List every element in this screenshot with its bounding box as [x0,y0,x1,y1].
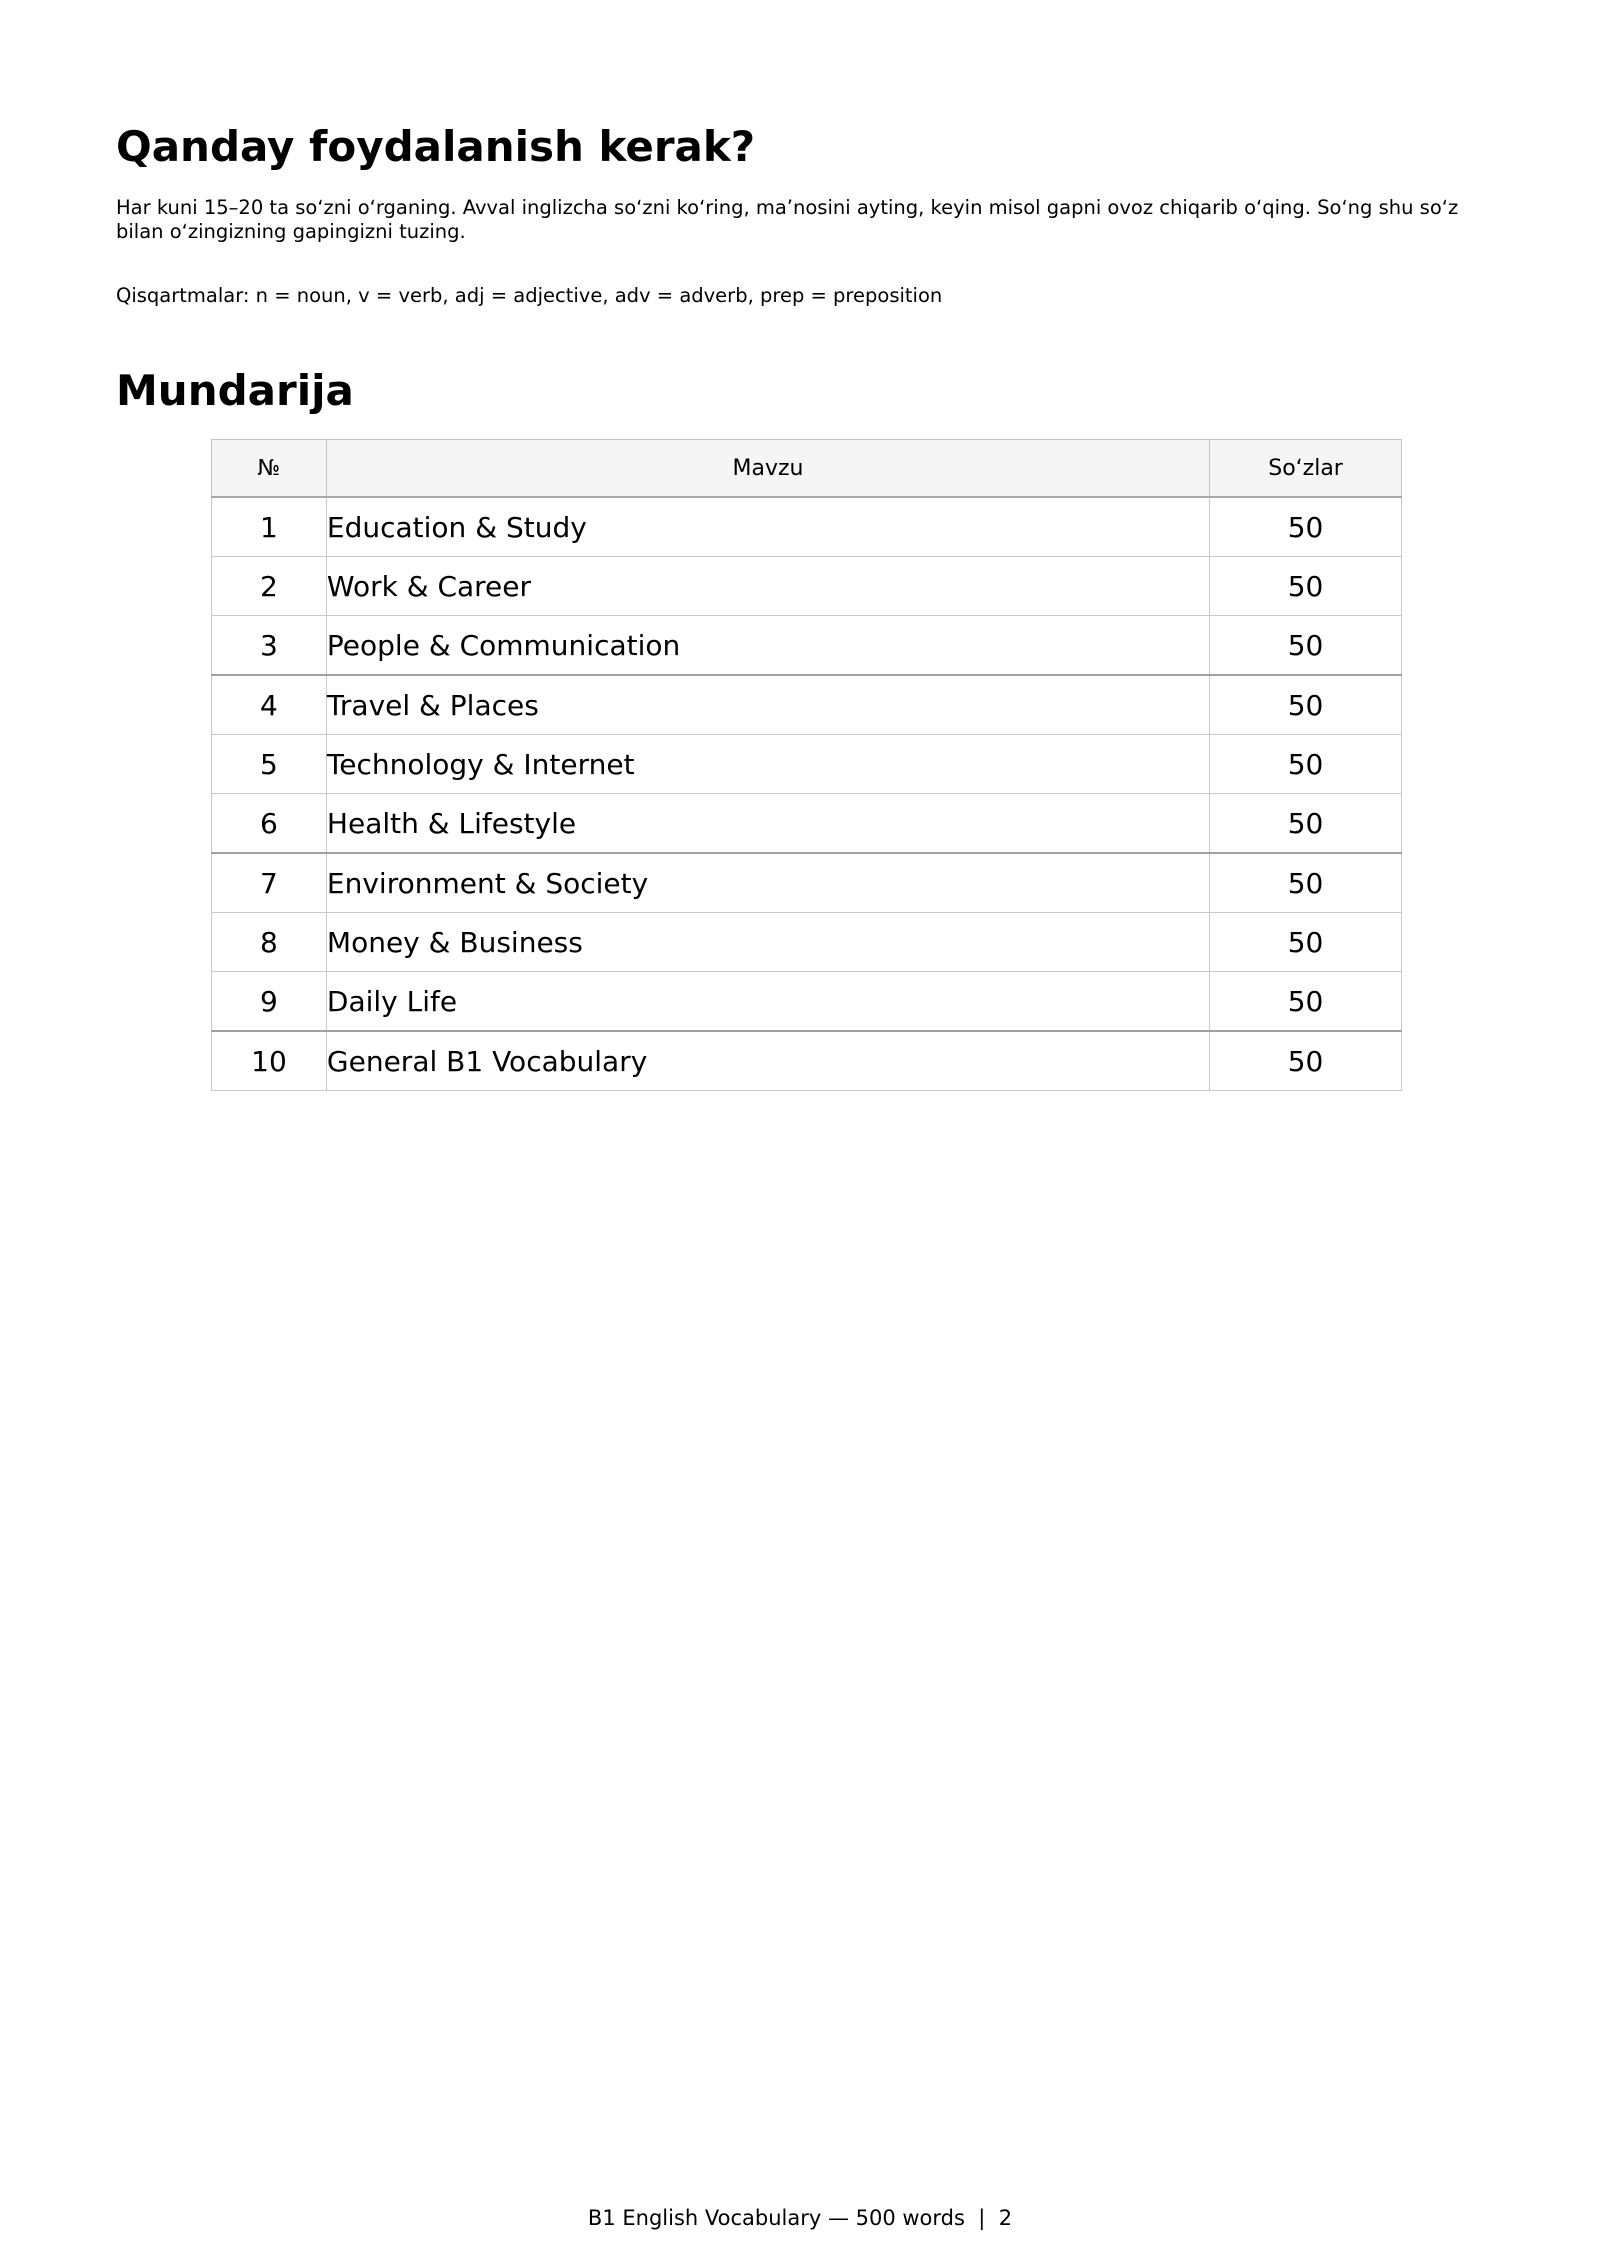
row-number: 6 [212,794,327,854]
table-row [212,735,1402,794]
table-row [212,497,1402,557]
row-word-count: 50 [1210,913,1402,972]
row-topic: People & Communication [326,616,1209,676]
row-number: 2 [212,557,327,616]
usage-intro-paragraph: Har kuni 15–20 ta soʻzni oʻrganing. Avval inglizcha soʻzni koʻring, maʼnosini ayting, keyin misol gapni ovoz chiqarib oʻqing. Soʻng shu soʻz bilan oʻzingizning gapingizni tuzing. [116,196,1459,243]
toc-table [211,439,1402,1091]
table-row [212,616,1402,676]
page-footer: B1 English Vocabulary — 500 words | 2 [587,2206,1013,2230]
row-word-count: 50 [1210,735,1402,794]
table-row [212,972,1402,1032]
row-topic: Health & Lifestyle [326,794,1209,854]
row-word-count: 50 [1210,972,1402,1032]
row-topic: Environment & Society [326,853,1209,913]
table-row [212,675,1402,735]
row-topic: Work & Career [326,557,1209,616]
row-word-count: 50 [1210,675,1402,735]
abbreviations-paragraph: Qisqartmalar: n = noun, v = verb, adj = adjective, adv = adverb, prep = preposition [116,284,943,307]
table-row [212,1031,1402,1091]
row-word-count: 50 [1210,557,1402,616]
row-topic: Education & Study [326,497,1209,557]
row-word-count: 50 [1210,497,1402,557]
header-word-count: Soʻzlar [1210,440,1402,498]
row-word-count: 50 [1210,616,1402,676]
row-topic: General B1 Vocabulary [326,1031,1209,1091]
table-row [212,853,1402,913]
row-number: 10 [212,1031,327,1091]
table-row [212,557,1402,616]
table-row [212,794,1402,854]
row-topic: Travel & Places [326,675,1209,735]
row-word-count: 50 [1210,853,1402,913]
row-number: 8 [212,913,327,972]
row-topic: Technology & Internet [326,735,1209,794]
toc-header-row [212,440,1402,498]
table-row [212,913,1402,972]
row-number: 5 [212,735,327,794]
row-topic: Daily Life [326,972,1209,1032]
toc-heading: Mundarija [116,366,354,415]
row-number: 3 [212,616,327,676]
row-number: 4 [212,675,327,735]
row-word-count: 50 [1210,1031,1402,1091]
usage-heading: Qanday foydalanish kerak? [116,122,756,171]
row-number: 1 [212,497,327,557]
header-number: № [212,440,327,498]
row-number: 9 [212,972,327,1032]
header-topic: Mavzu [326,440,1209,498]
row-number: 7 [212,853,327,913]
row-word-count: 50 [1210,794,1402,854]
row-topic: Money & Business [326,913,1209,972]
